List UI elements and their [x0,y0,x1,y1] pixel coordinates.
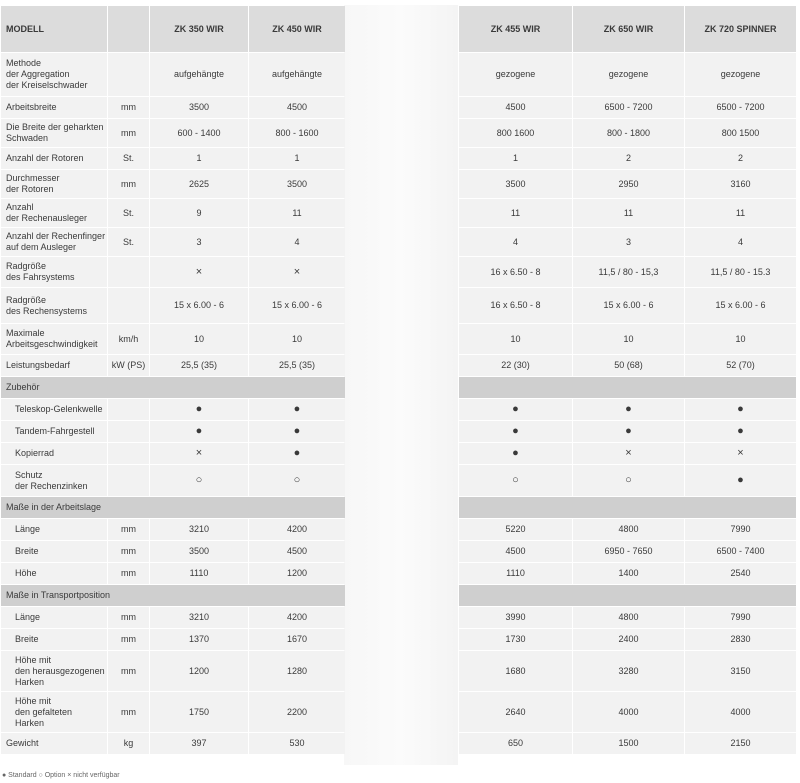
value-cell: ● [249,421,345,442]
value-cell: ○ [459,465,572,496]
table-row [459,563,796,584]
value-cell: 4000 [573,692,684,732]
table-row [1,629,345,650]
value-cell: 6500 - 7200 [685,97,796,118]
value-cell: ● [573,421,684,442]
value-cell: 1 [459,148,572,169]
value-cell: 530 [249,733,345,754]
model-name: ZK 350 WIR [150,6,248,52]
value-cell: 25,5 (35) [249,355,345,376]
row-label: Arbeitsbreite [1,97,107,118]
center-gap [344,5,458,765]
table-row [1,355,345,376]
row-label: Radgröße des Fahrsystems [1,257,107,287]
row-unit: mm [108,651,149,691]
value-cell: 3150 [685,651,796,691]
value-cell: × [150,443,248,464]
value-cell: 4500 [249,541,345,562]
table-row [1,288,345,323]
value-cell: 4 [685,228,796,256]
value-cell: 15 x 6.00 - 6 [249,288,345,323]
value-cell: 2200 [249,692,345,732]
value-cell: 4200 [249,519,345,540]
value-cell: 15 x 6.00 - 6 [573,288,684,323]
value-cell: 10 [150,324,248,354]
table-row [459,399,796,420]
value-cell: 3 [573,228,684,256]
value-cell: 1750 [150,692,248,732]
table-row [459,692,796,732]
row-unit: mm [108,563,149,584]
value-cell: 6950 - 7650 [573,541,684,562]
value-cell: 1 [249,148,345,169]
value-cell: 2950 [573,170,684,198]
section-bar [459,497,796,518]
section-bar [459,377,796,398]
value-cell: 16 x 6.50 - 8 [459,257,572,287]
value-cell: 3990 [459,607,572,628]
table-row [1,443,345,464]
value-cell: 1110 [150,563,248,584]
value-cell: 2400 [573,629,684,650]
value-cell: 22 (30) [459,355,572,376]
row-label: Gewicht [1,733,107,754]
value-cell: 10 [459,324,572,354]
table-row [1,119,345,147]
header-row [1,6,345,52]
value-cell: ○ [249,465,345,496]
value-cell: 1280 [249,651,345,691]
table-row [459,541,796,562]
value-cell: 1670 [249,629,345,650]
table-row [459,199,796,227]
value-cell: × [685,443,796,464]
row-unit [108,288,149,323]
row-unit: km/h [108,324,149,354]
value-cell: 50 (68) [573,355,684,376]
row-unit [108,443,149,464]
value-cell: 4800 [573,607,684,628]
table-row [459,324,796,354]
value-cell: ● [249,399,345,420]
value-cell: ● [150,421,248,442]
value-cell: ● [685,399,796,420]
row-unit [108,53,149,96]
header-row [459,6,796,52]
table-row [459,148,796,169]
value-cell: 3500 [249,170,345,198]
value-cell: aufgehängte [150,53,248,96]
row-label: Durchmesser der Rotoren [1,170,107,198]
table-row [459,443,796,464]
value-cell: 3500 [150,97,248,118]
table-row [1,228,345,256]
section-bar [459,585,796,606]
value-cell: 800 1500 [685,119,796,147]
table-row [1,421,345,442]
row-label: Anzahl der Rechenausleger [1,199,107,227]
table-row [1,465,345,496]
table-row [1,377,345,398]
table-row [1,324,345,354]
value-cell: × [150,257,248,287]
value-cell: 9 [150,199,248,227]
value-cell: 10 [249,324,345,354]
value-cell: 2540 [685,563,796,584]
row-unit: mm [108,119,149,147]
table-row [1,97,345,118]
section-title: Zubehör [1,377,345,398]
table-row [459,355,796,376]
value-cell: ● [459,443,572,464]
row-label: Anzahl der Rotoren [1,148,107,169]
table-row [459,228,796,256]
section-title: Maße in Transportposition [1,585,345,606]
value-cell: aufgehängte [249,53,345,96]
footnote: ● Standard ○ Option × nicht verfügbar [2,772,120,779]
section-title: Maße in der Arbeitslage [1,497,345,518]
header-unit [108,6,149,52]
value-cell: 1730 [459,629,572,650]
value-cell: 11,5 / 80 - 15.3 [685,257,796,287]
value-cell: 4500 [459,541,572,562]
value-cell: 11 [685,199,796,227]
value-cell: 3210 [150,607,248,628]
value-cell: 10 [685,324,796,354]
value-cell: ● [150,399,248,420]
row-unit [108,257,149,287]
value-cell: 3210 [150,519,248,540]
value-cell: 1110 [459,563,572,584]
value-cell: ● [685,421,796,442]
value-cell: 3500 [150,541,248,562]
row-label: Länge [1,607,107,628]
row-label: Breite [1,541,107,562]
value-cell: × [249,257,345,287]
value-cell: gezogene [573,53,684,96]
table-row [459,519,796,540]
value-cell: ● [249,443,345,464]
value-cell: 1370 [150,629,248,650]
value-cell: 6500 - 7400 [685,541,796,562]
value-cell: 4800 [573,519,684,540]
row-unit [108,465,149,496]
value-cell: 15 x 6.00 - 6 [150,288,248,323]
row-label: Maximale Arbeitsgeschwindigkeit [1,324,107,354]
row-label: Anzahl der Rechenfinger auf dem Ausleger [1,228,107,256]
header-label: MODELL [1,6,107,52]
row-unit: mm [108,629,149,650]
value-cell: 2640 [459,692,572,732]
value-cell: 1200 [150,651,248,691]
value-cell: 3160 [685,170,796,198]
table-row [459,377,796,398]
table-row [1,53,345,96]
table-row [1,585,345,606]
value-cell: 3 [150,228,248,256]
row-unit: kW (PS) [108,355,149,376]
spec-table-left [0,5,346,755]
value-cell: ● [685,465,796,496]
value-cell: 11,5 / 80 - 15,3 [573,257,684,287]
table-row [459,421,796,442]
table-row [1,733,345,754]
model-name: ZK 450 WIR [249,6,345,52]
table-row [1,170,345,198]
value-cell: ○ [573,465,684,496]
table-row [1,541,345,562]
row-label: Breite [1,629,107,650]
row-unit: mm [108,541,149,562]
value-cell: 600 - 1400 [150,119,248,147]
table-row [459,53,796,96]
model-name: ZK 720 SPINNER [685,6,796,52]
row-label: Länge [1,519,107,540]
row-label: Die Breite der geharkten Schwaden [1,119,107,147]
value-cell: 5220 [459,519,572,540]
value-cell: 7990 [685,519,796,540]
value-cell: 3280 [573,651,684,691]
row-unit: St. [108,199,149,227]
value-cell: 16 x 6.50 - 8 [459,288,572,323]
row-unit: St. [108,228,149,256]
value-cell: ● [459,399,572,420]
value-cell: gezogene [685,53,796,96]
value-cell: 397 [150,733,248,754]
row-unit: mm [108,97,149,118]
table-row [459,733,796,754]
row-label: Höhe [1,563,107,584]
value-cell: 1200 [249,563,345,584]
value-cell: 4200 [249,607,345,628]
value-cell: 4 [459,228,572,256]
value-cell: 11 [573,199,684,227]
table-row [1,692,345,732]
value-cell: 4500 [459,97,572,118]
model-name: ZK 650 WIR [573,6,684,52]
value-cell: ● [459,421,572,442]
row-unit [108,399,149,420]
table-row [459,288,796,323]
value-cell: 1400 [573,563,684,584]
table-row [459,119,796,147]
value-cell: 800 - 1600 [249,119,345,147]
row-label: Schutz der Rechenzinken [1,465,107,496]
table-row [1,257,345,287]
table-row [1,199,345,227]
row-label: Radgröße des Rechensystems [1,288,107,323]
value-cell: 15 x 6.00 - 6 [685,288,796,323]
table-row [1,651,345,691]
value-cell: 1500 [573,733,684,754]
table-row [459,257,796,287]
table-row [1,519,345,540]
value-cell: 650 [459,733,572,754]
value-cell: × [573,443,684,464]
table-row [459,629,796,650]
value-cell: 7990 [685,607,796,628]
table-row [459,651,796,691]
table-row [459,607,796,628]
table-row [1,497,345,518]
table-row [459,497,796,518]
value-cell: 800 - 1800 [573,119,684,147]
value-cell: 4500 [249,97,345,118]
table-row [1,399,345,420]
row-label: Höhe mit den herausgezogenen Harken [1,651,107,691]
row-unit [108,421,149,442]
value-cell: 4 [249,228,345,256]
value-cell: 800 1600 [459,119,572,147]
table-row [459,585,796,606]
row-unit: mm [108,519,149,540]
model-name: ZK 455 WIR [459,6,572,52]
value-cell: 2 [573,148,684,169]
value-cell: 11 [459,199,572,227]
row-label: Tandem-Fahrgestell [1,421,107,442]
row-label: Teleskop-Gelenkwelle [1,399,107,420]
value-cell: 2 [685,148,796,169]
row-label: Höhe mit den gefalteten Harken [1,692,107,732]
value-cell: 10 [573,324,684,354]
value-cell: 52 (70) [685,355,796,376]
value-cell: gezogene [459,53,572,96]
value-cell: 2625 [150,170,248,198]
table-row [459,465,796,496]
value-cell: 4000 [685,692,796,732]
spec-table-right [458,5,797,755]
table-row [459,97,796,118]
value-cell: 3500 [459,170,572,198]
row-unit: mm [108,607,149,628]
row-unit: St. [108,148,149,169]
value-cell: ● [573,399,684,420]
value-cell: 6500 - 7200 [573,97,684,118]
value-cell: 11 [249,199,345,227]
row-label: Leistungsbedarf [1,355,107,376]
value-cell: 2150 [685,733,796,754]
row-unit: kg [108,733,149,754]
value-cell: 1680 [459,651,572,691]
table-row [1,607,345,628]
table-row [459,170,796,198]
row-label: Methode der Aggregation der Kreiselschwader [1,53,107,96]
row-unit: mm [108,170,149,198]
row-label: Kopierrad [1,443,107,464]
row-unit: mm [108,692,149,732]
value-cell: 2830 [685,629,796,650]
table-row [1,148,345,169]
value-cell: 25,5 (35) [150,355,248,376]
value-cell: 1 [150,148,248,169]
value-cell: ○ [150,465,248,496]
table-row [1,563,345,584]
